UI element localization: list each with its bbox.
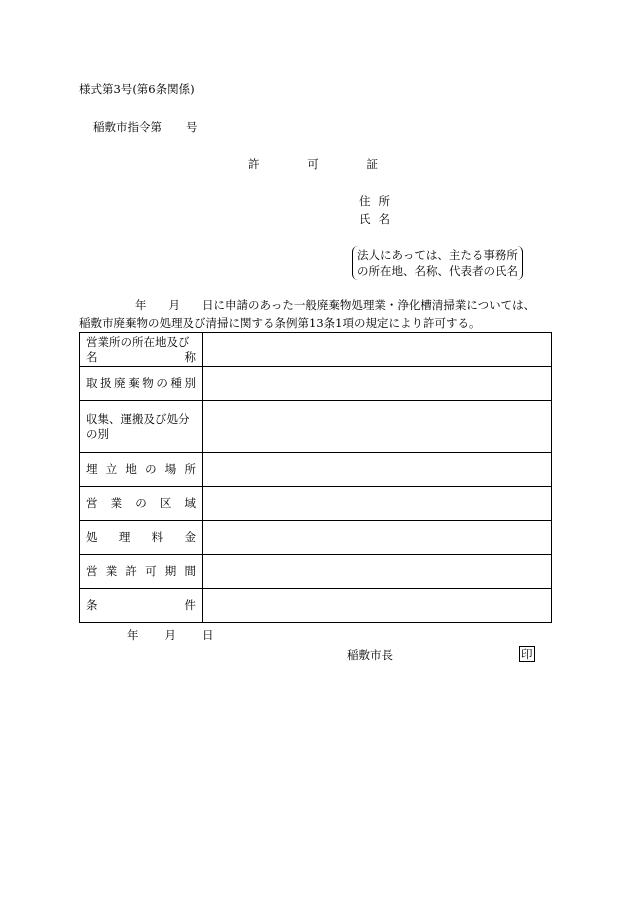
- value-business-area[interactable]: [203, 487, 552, 521]
- permit-table: [79, 332, 552, 623]
- table-row: [80, 487, 552, 521]
- row-label-text: 処 理 料 金: [86, 530, 196, 544]
- signature-date: [127, 628, 214, 642]
- corporation-note-line1: 法人にあっては、主たる事務所: [357, 248, 518, 262]
- table-row: [80, 401, 552, 453]
- intro-line1-text: 日に申請のあった一般廃棄物処理業・浄化槽清掃業については、: [202, 298, 536, 312]
- row-label-text: 取 扱 廃 棄 物 の 種 別: [86, 376, 196, 390]
- corporation-note-line2: の所在地、名称、代表者の氏名: [357, 264, 518, 278]
- value-office-location[interactable]: [203, 333, 552, 367]
- table-row: [80, 367, 552, 401]
- table-row: [80, 589, 552, 623]
- seal-stamp: 印: [521, 647, 533, 661]
- row-label-waste-type: [80, 367, 203, 401]
- table-row: [80, 333, 552, 367]
- title-char-3: 証: [366, 157, 378, 171]
- address-label: 住所: [359, 194, 398, 208]
- row-label-fee: [80, 521, 203, 555]
- value-permit-period[interactable]: [203, 555, 552, 589]
- row-label-text: 営 業 許 可 期 間: [86, 564, 196, 578]
- row-label-char: 名: [86, 349, 98, 364]
- sign-year: 年: [127, 628, 139, 642]
- row-label-text: 埋 立 地 の 場 所: [86, 462, 196, 476]
- document-title: [248, 157, 378, 171]
- table-row: [80, 555, 552, 589]
- row-label-office-location: [80, 333, 203, 367]
- sign-day: 日: [202, 628, 214, 642]
- table-row: [80, 453, 552, 487]
- intro-year: 年: [135, 298, 147, 312]
- permit-number-suffix: 号: [186, 120, 198, 134]
- permit-number-prefix: 稲敷市指令第: [93, 120, 162, 134]
- row-label-char: 件: [184, 598, 196, 612]
- row-label-line: 営業所の所在地及び: [86, 334, 190, 349]
- mayor-signature: 稲敷市長: [347, 648, 393, 662]
- permit-number: [93, 120, 198, 134]
- intro-month: 月: [168, 298, 180, 312]
- row-label-text: 営 業 の 区 域: [86, 496, 196, 510]
- value-landfill[interactable]: [203, 453, 552, 487]
- sign-month: 月: [164, 628, 176, 642]
- row-label-landfill: [80, 453, 203, 487]
- value-collection[interactable]: [203, 401, 552, 453]
- row-label-permit-period: [80, 555, 203, 589]
- value-conditions[interactable]: [203, 589, 552, 623]
- row-label-char: 称: [184, 349, 196, 364]
- form-number-label: 様式第3号(第6条関係): [79, 82, 195, 96]
- value-fee[interactable]: [203, 521, 552, 555]
- name-label: 氏名: [359, 212, 398, 226]
- row-label-business-area: [80, 487, 203, 521]
- title-char-2: 可: [307, 157, 319, 171]
- table-row: [80, 521, 552, 555]
- intro-line-2: 稲敷市廃棄物の処理及び清掃に関する条例第13条1項の規定により許可する。: [79, 316, 481, 330]
- row-label-char: 条: [86, 598, 98, 612]
- row-label-conditions: [80, 589, 203, 623]
- value-waste-type[interactable]: [203, 367, 552, 401]
- corporation-note: [352, 246, 523, 280]
- row-label-collection: 収集、運搬及び処分の別: [80, 401, 203, 453]
- title-char-1: 許: [248, 157, 260, 171]
- intro-line-1: [135, 298, 535, 312]
